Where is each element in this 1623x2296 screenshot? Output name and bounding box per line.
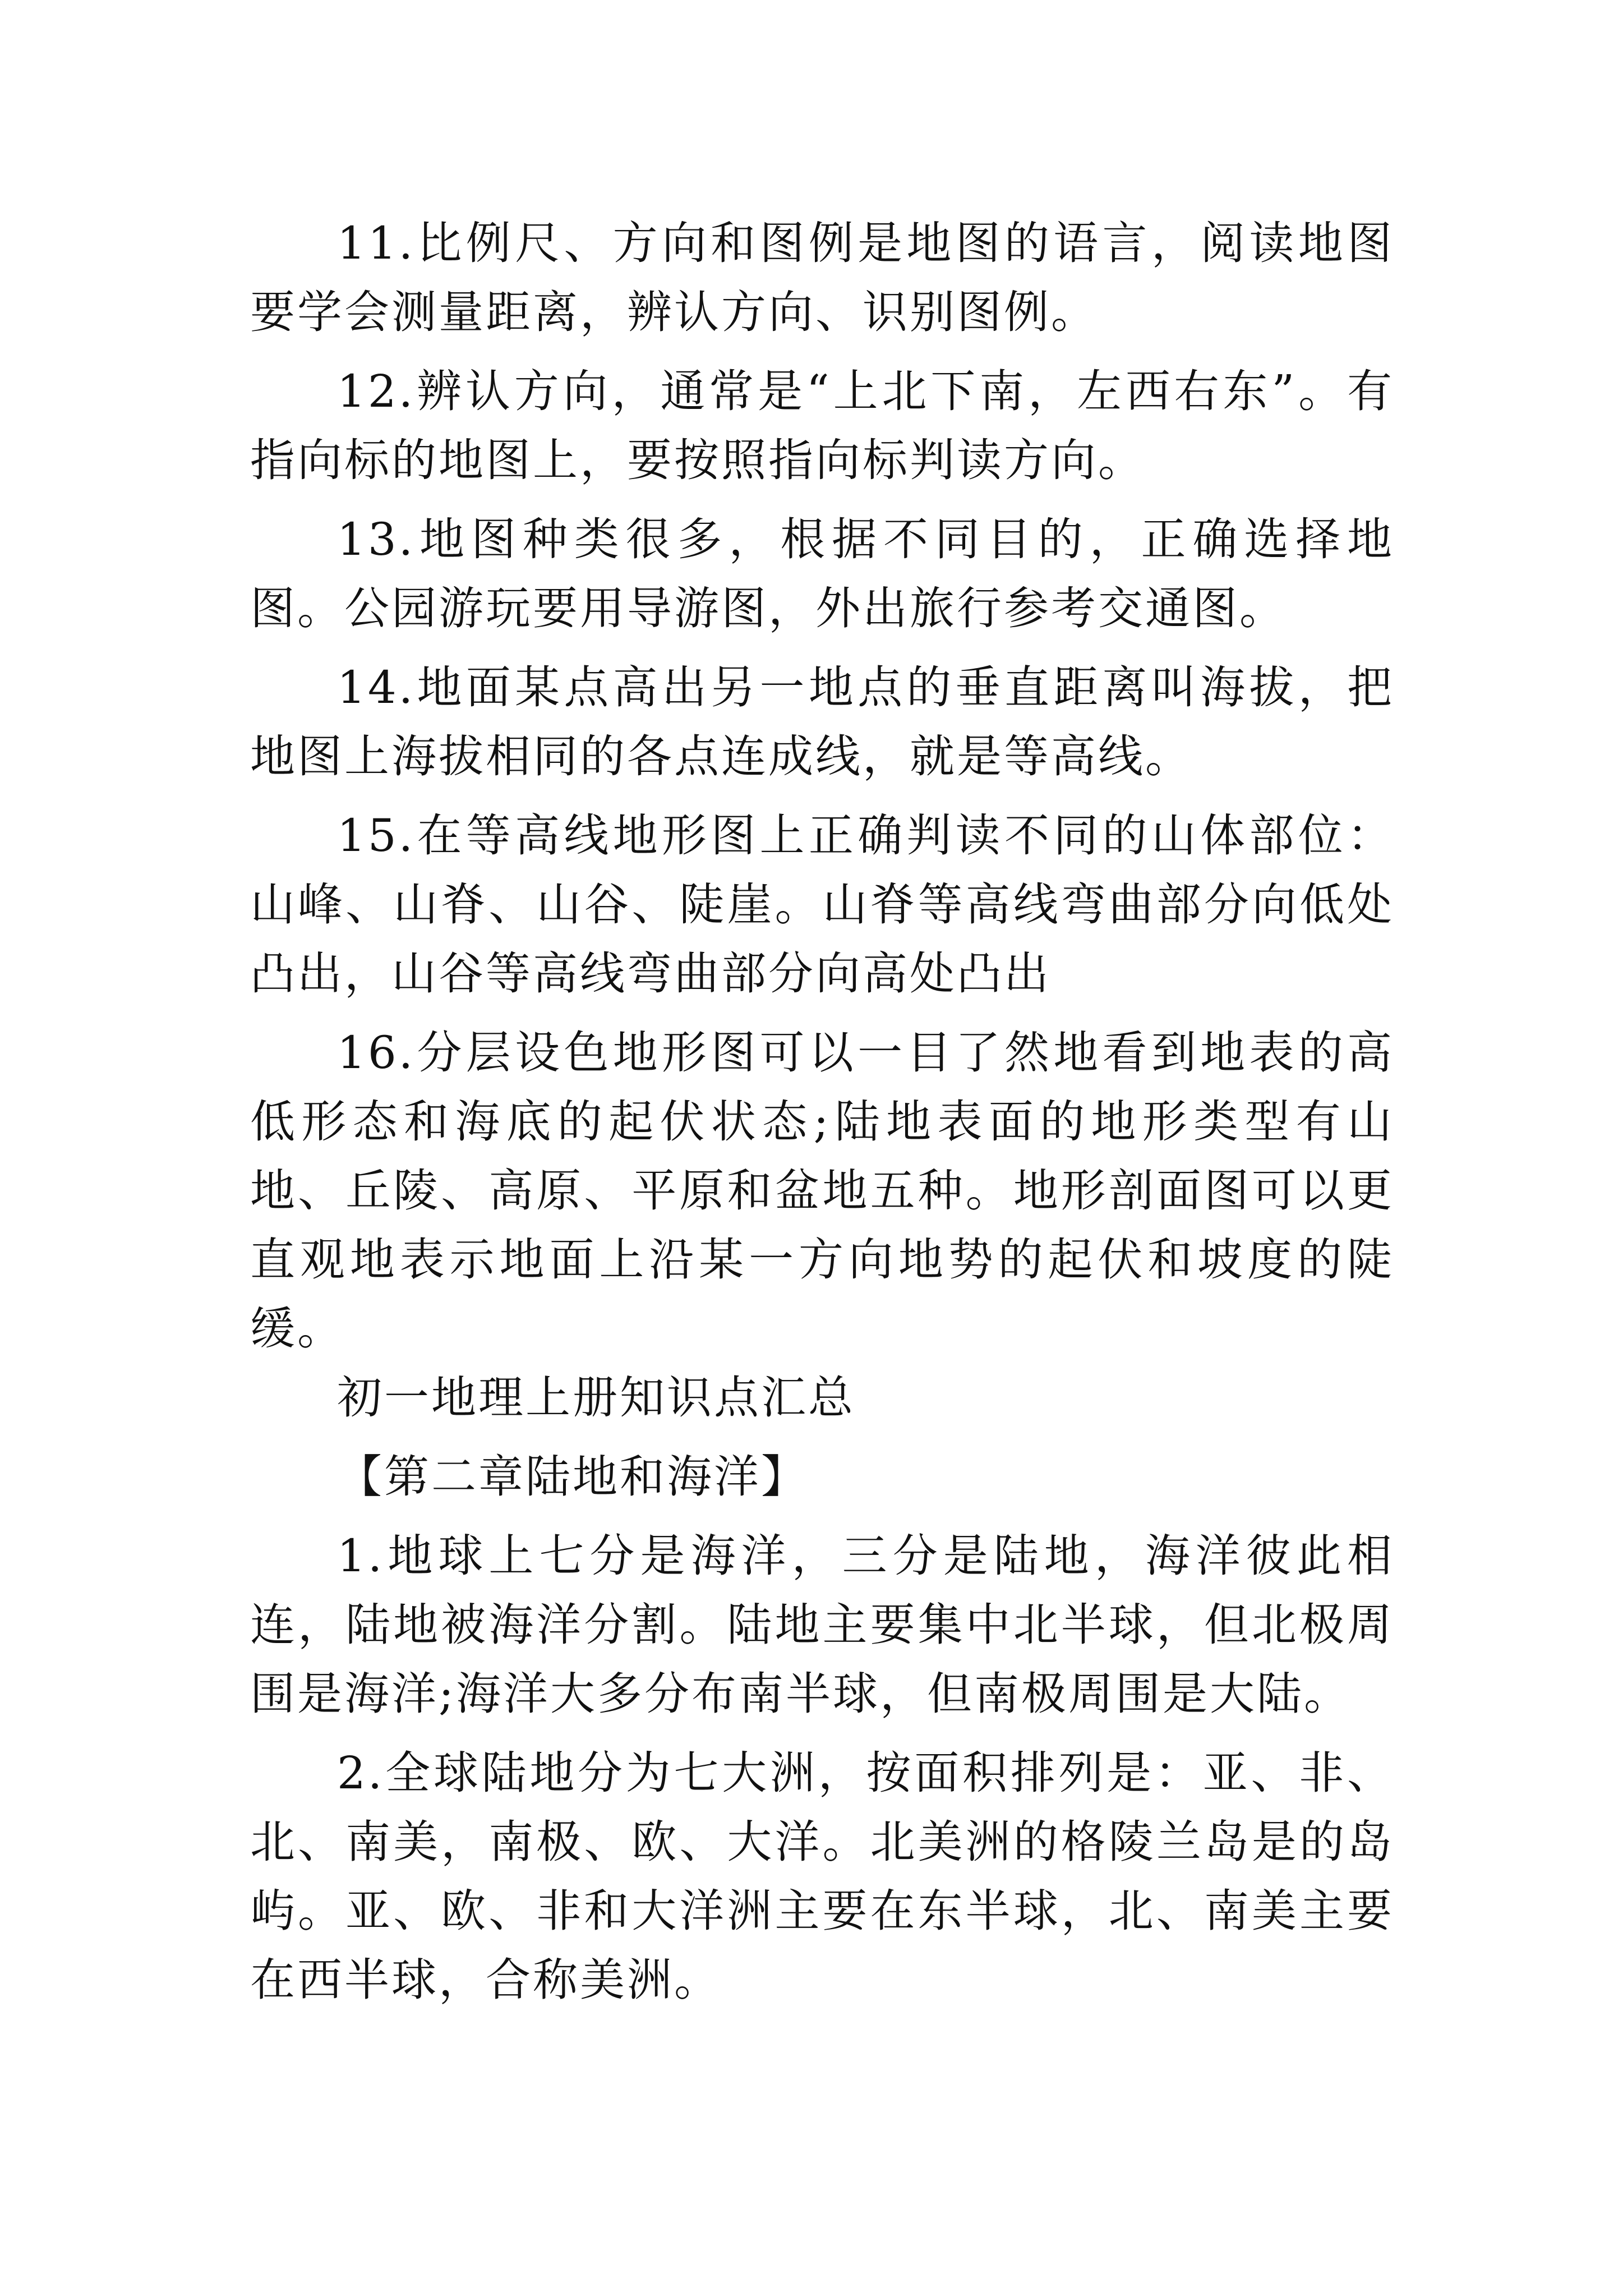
paragraph-2-continents: 2.全球陆地分为七大洲，按面积排列是：亚、非、北、南美，南极、欧、大洋。北美洲的格陵兰岛是的岛屿。亚、欧、非和大洋洲主要在东半球，北、南美主要在西半球，合称美洲。 xyxy=(250,1747,1394,2006)
section-heading: 初一地理上册知识点汇总 xyxy=(337,1372,855,1424)
paragraph-12-direction: 12.辨认方向，通常是“上北下南，左西右东”。有指向标的地图上，要按照指向标判读方向。 xyxy=(250,365,1394,486)
paragraph-16-layered-color-map: 16.分层设色地形图可以一目了然地看到地表的高低形态和海底的起伏状态;陆地表面的地形类型有山地、丘陵、高原、平原和盆地五种。地形剖面图可以更直观地表示地面上沿某一方向地势的起伏和坡度的陡缓。 xyxy=(250,1027,1394,1355)
paragraph-14-contour-lines: 14.地面某点高出另一地点的垂直距离叫海拔，把地图上海拔相同的各点连成线，就是等高线。 xyxy=(250,661,1394,783)
chapter-heading: 【第二章陆地和海洋】 xyxy=(337,1451,808,1503)
paragraph-15-landforms: 15.在等高线地形图上正确判读不同的山体部位：山峰、山脊、山谷、陡崖。山脊等高线弯曲部分向低处凸出，山谷等高线弯曲部分向高处凸出 xyxy=(250,809,1394,1000)
paragraph-13-map-types: 13.地图种类很多，根据不同目的，正确选择地图。公园游玩要用导游图，外出旅行参考交通图。 xyxy=(250,513,1394,634)
paragraph-1-land-and-ocean: 1.地球上七分是海洋，三分是陆地，海洋彼此相连，陆地被海洋分割。陆地主要集中北半球，但北极周围是海洋;海洋大多分布南半球，但南极周围是大陆。 xyxy=(250,1530,1394,1720)
paragraph-11-map-language: 11.比例尺、方向和图例是地图的语言，阅读地图要学会测量距离，辨认方向、识别图例。 xyxy=(250,217,1394,338)
document-body xyxy=(250,209,1394,2014)
